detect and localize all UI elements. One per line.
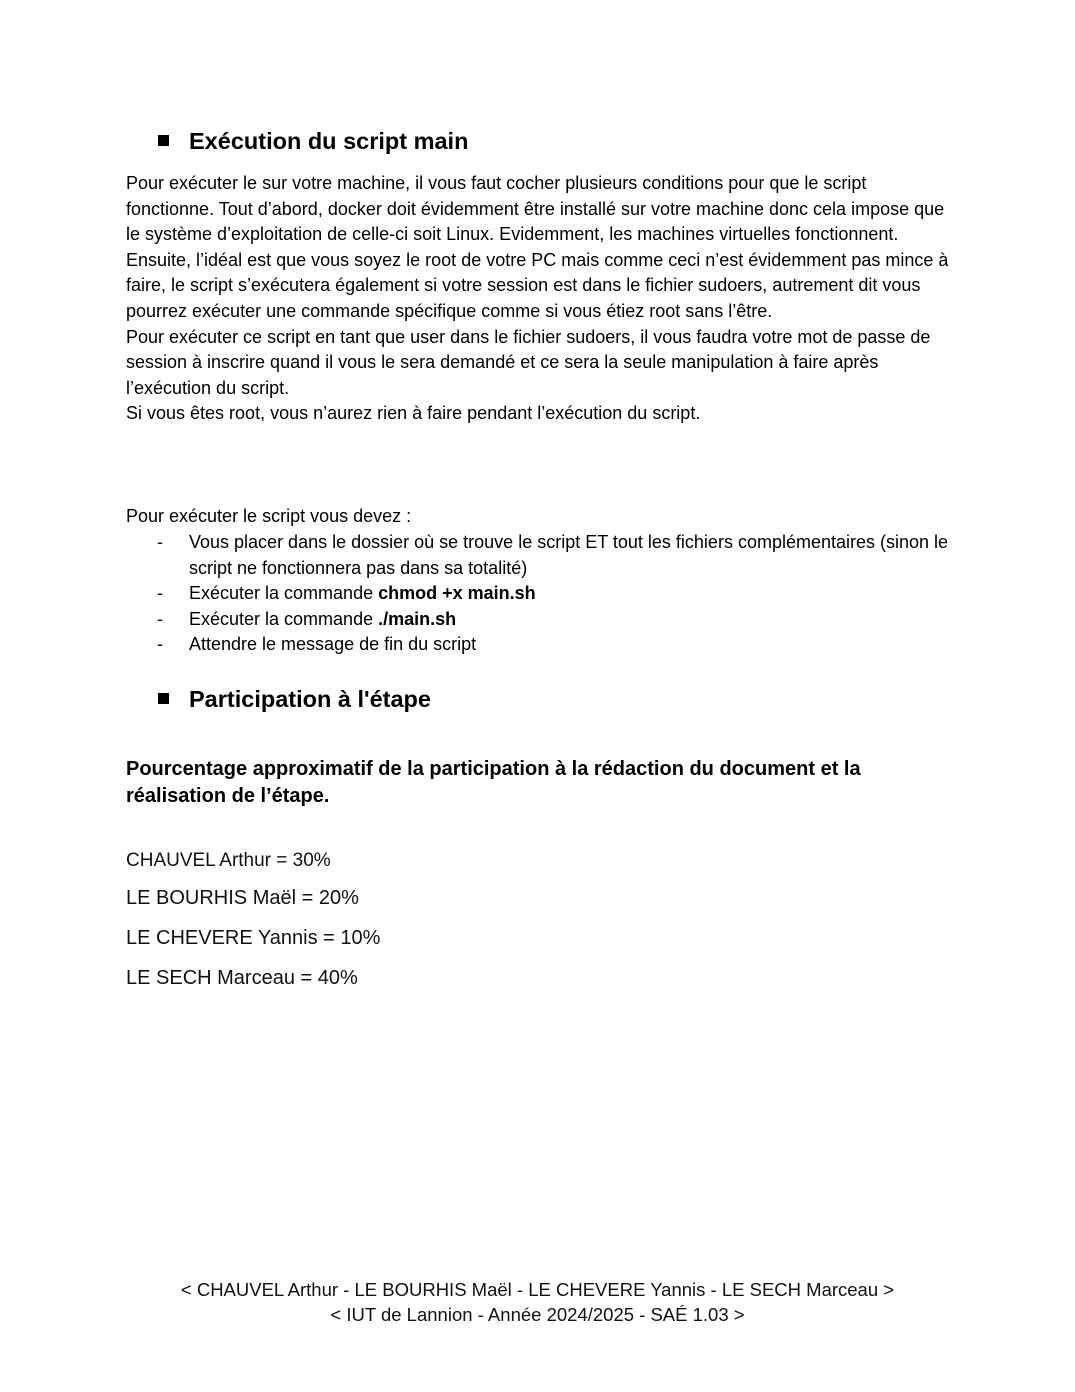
- square-bullet-icon: [158, 693, 169, 704]
- section-heading-execution: [158, 126, 468, 156]
- step-text: Exécuter la commande: [189, 608, 379, 629]
- section-title: Exécution du script main: [189, 128, 469, 154]
- footer-authors: < CHAUVEL Arthur - LE BOURHIS Maël - LE CHEVERE Yannis - LE SECH Marceau >: [180, 1279, 895, 1300]
- list-item: [126, 530, 956, 581]
- participation-entry: CHAUVEL Arthur = 30%: [126, 850, 331, 871]
- footer-institution: < IUT de Lannion - Année 2024/2025 - SAÉ 1.03 >: [330, 1304, 745, 1325]
- list-item: [126, 581, 956, 607]
- paragraph: Pour exécuter ce script en tant que user dans le fichier sudoers, il vous faudra votre mot de passe de session à inscrire quand il vous le sera demandé et ce sera la seule manipulation à faire après l’exécution du script.: [126, 326, 931, 398]
- section-title: Participation à l'étape: [189, 686, 431, 712]
- dash-bullet: -: [157, 608, 163, 629]
- participation-entry: LE BOURHIS Maël = 20%: [126, 887, 359, 909]
- step-command: ./main.sh: [378, 608, 457, 629]
- steps-intro: Pour exécuter le script vous devez :: [126, 506, 412, 526]
- dash-bullet: -: [157, 532, 163, 552]
- paragraph: Pour exécuter le sur votre machine, il vous faut cocher plusieurs conditions pour que le script fonctionne. Tout d’abord, docker doit évidemment être installé sur votre machine donc cela impose que le système d’exploitation de celle-ci soit Linux. Evidemment, les machines virtuelles fonctionnent.: [126, 173, 945, 245]
- participation-entry: LE CHEVERE Yannis = 10%: [126, 927, 381, 949]
- steps-list: [126, 530, 956, 658]
- step-text: Exécuter la commande: [189, 583, 379, 604]
- participation-subtitle: Pourcentage approximatif de la participation à la rédaction du document et la réalisation de l’étape.: [126, 758, 861, 807]
- section-heading-participation: [158, 684, 431, 714]
- dash-bullet: -: [157, 583, 163, 604]
- paragraph: Si vous êtes root, vous n’aurez rien à faire pendant l’exécution du script.: [126, 403, 701, 424]
- paragraph: Ensuite, l’idéal est que vous soyez le root de votre PC mais comme ceci n’est évidemment pas mince à faire, le script s’exécutera également si votre session est dans le fichier sudoers, autrement dit vous pourrez exécuter une commande spécifique comme si vous étiez root sans l’être.: [126, 249, 949, 321]
- step-text: Attendre le message de fin du script: [189, 634, 477, 655]
- participation-entry: LE SECH Marceau = 40%: [126, 967, 358, 989]
- list-item: [126, 632, 956, 658]
- step-text: Vous placer dans le dossier où se trouve le script ET tout les fichiers complémentaires (sinon le script ne fonctionnera pas dans sa totalité): [189, 532, 949, 578]
- intro-text: [126, 171, 956, 427]
- list-item: [126, 607, 956, 633]
- square-bullet-icon: [158, 135, 169, 146]
- dash-bullet: -: [157, 634, 163, 655]
- step-command: chmod +x main.sh: [378, 583, 536, 604]
